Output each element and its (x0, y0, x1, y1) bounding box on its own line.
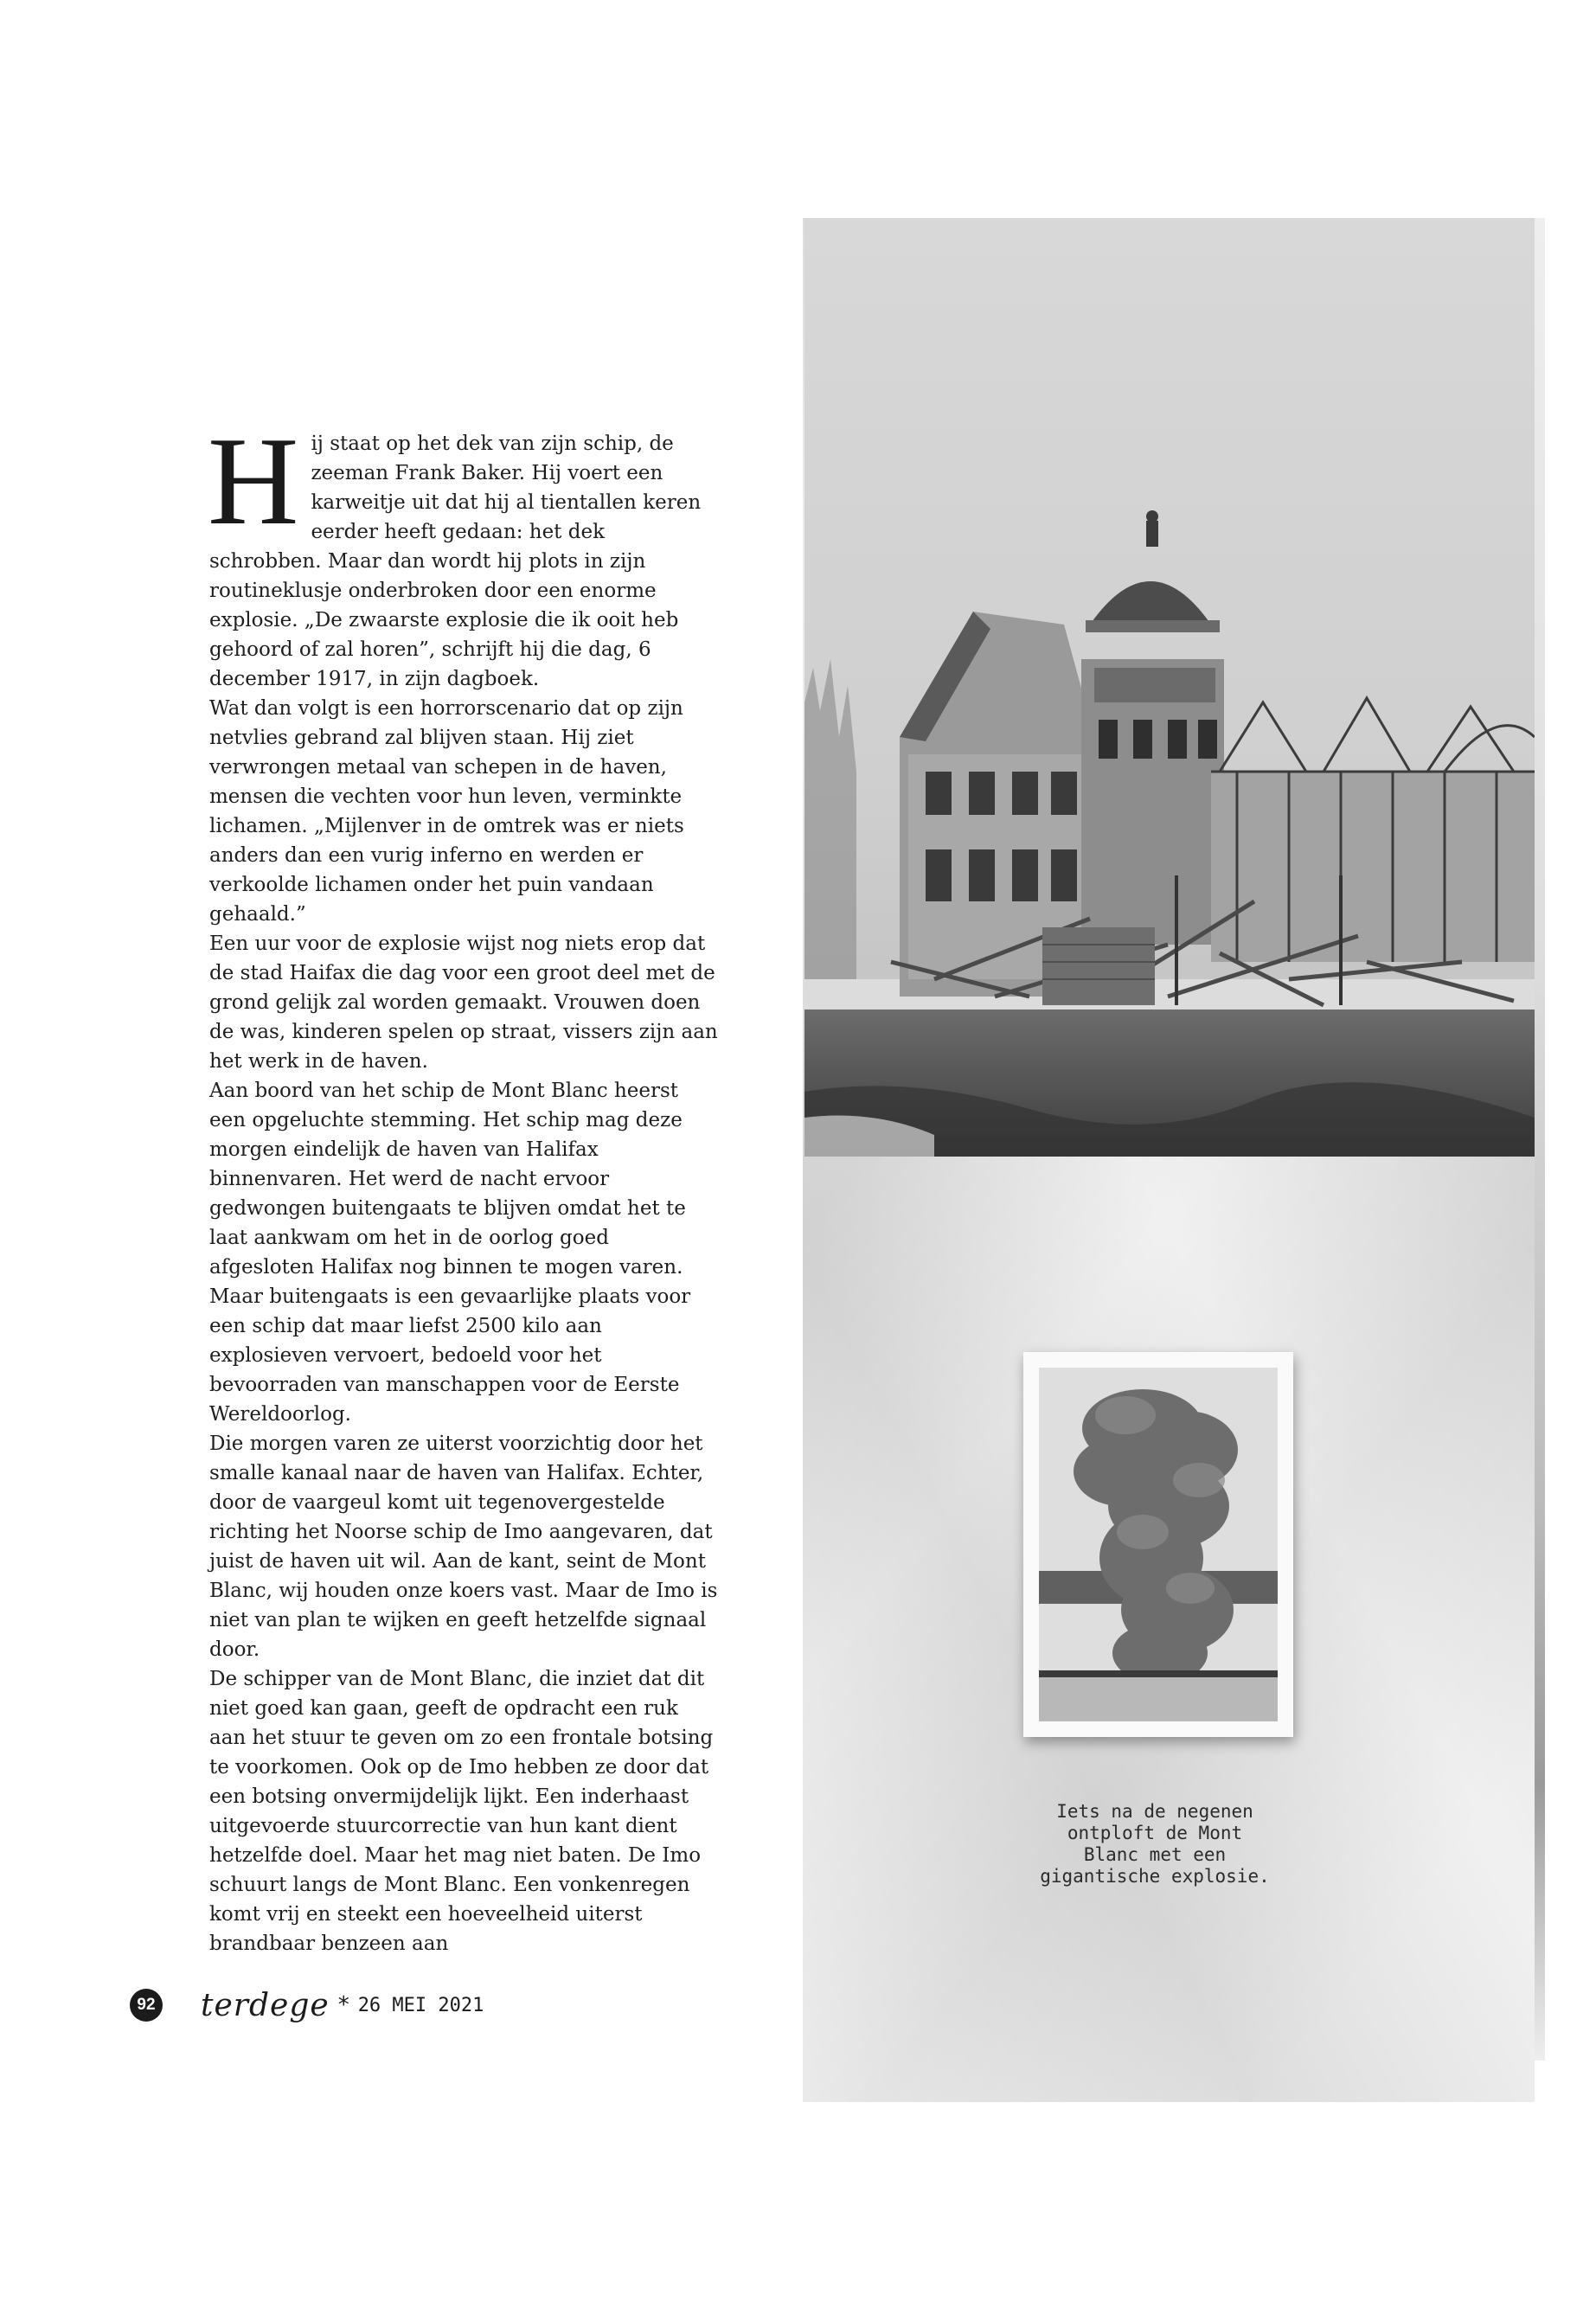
paragraph-6: De schipper van de Mont Blanc, die inziet dat dit niet goed kan gaan, geeft de opdracht een ruk aan het stuur te geven om zo een frontale botsing te voorkomen. Ook op de Imo hebben ze door dat een botsing onvermijdelijk lijkt. Een inderhaast uitgevoerde stuurcorrectie van hun kant dient hetzelfde doel. Maar het mag niet baten. De Imo schuurt langs de Mont Blanc. Een vonkenregen komt vrij en steekt een hoeveelheid uiterst brandbaar benzeen aan (209, 1668, 714, 1955)
photo-explosion-cloud (1039, 1368, 1278, 1721)
paragraph-5: Die morgen varen ze uiterst voorzichtig door het smalle kanaal naar de haven van Halifax. Echter, door de vaargeul komt uit tegenovergestelde richting het Noorse schip de Imo aangevaren, dat juist de haven uit wil. Aan de kant, seint de Mont Blanc, wij houden onze koers vast. Maar de Imo is niet van plan te wijken en geeft hetzelfde signaal door. (209, 1433, 718, 1661)
page-number: 92 (130, 1989, 163, 2022)
paragraph-2: Wat dan volgt is een horrorscenario dat op zijn netvlies gebrand zal blijven staan. Hij ziet verwrongen metaal van schepen in de haven, mensen die vechten voor hun leven, verminkte lichamen. „Mijlenver in de omtrek was er niets anders dan een vurig inferno en werden er verkoolde lichamen onder het puin vandaan gehaald.” (209, 697, 684, 926)
page-footer (130, 1988, 484, 2022)
drop-cap: H (208, 411, 299, 551)
issue-date: 26 MEI 2021 (357, 1994, 484, 2016)
caption-line: gigantische explosie. (1040, 1866, 1270, 1887)
photo-frame (1023, 1352, 1293, 1737)
magazine-logo: terdege (201, 1987, 330, 2023)
photo-caption (1003, 1801, 1306, 1888)
page-edge-strip (1535, 218, 1545, 2061)
paragraph-4: Aan boord van het schip de Mont Blanc heerst een opgeluchte stemming. Het schip mag deze morgen eindelijk de haven van Halifax binnenvaren. Het werd de nacht ervoor gedwongen buitengaats te blijven omdat het te laat aankwam om het in de oorlog goed afgesloten Halifax nog binnen te mogen varen. Maar buitengaats is een gevaarlijke plaats voor een schip dat maar liefst 2500 kilo aan explosieven vervoert, bedoeld voor het bevoorraden van manschappen voor de Eerste Wereldoorlog. (209, 1080, 691, 1426)
caption-line: Iets na de negenen (1056, 1801, 1253, 1822)
paragraph-1: ij staat op het dek van zijn schip, de zeeman Frank Baker. Hij voert een karweitje uit dat hij al tientallen keren eerder heeft gedaan: het dek schrobben. Maar dan wordt hij plots in zijn routineklusje onderbroken door een enorme explosie. „De zwaarste explosie die ik ooit heb gehoord of zal horen”, schrijft hij die dag, 6 december 1917, in zijn dagboek. (209, 433, 702, 690)
paragraph-3: Een uur voor de explosie wijst nog niets erop dat de stad Haifax die dag voor een groot deel met de grond gelijk zal worden gemaakt. Vrouwen doen de was, kinderen spelen op straat, vissers zijn aan het werk in de haven. (209, 933, 718, 1073)
photo-destroyed-building (804, 218, 1535, 1157)
caption-line: Blanc met een (1083, 1844, 1227, 1865)
caption-line: ontploft de Mont (1067, 1823, 1243, 1843)
article-body (208, 411, 720, 1958)
asterisk-icon: * (337, 1992, 349, 2018)
